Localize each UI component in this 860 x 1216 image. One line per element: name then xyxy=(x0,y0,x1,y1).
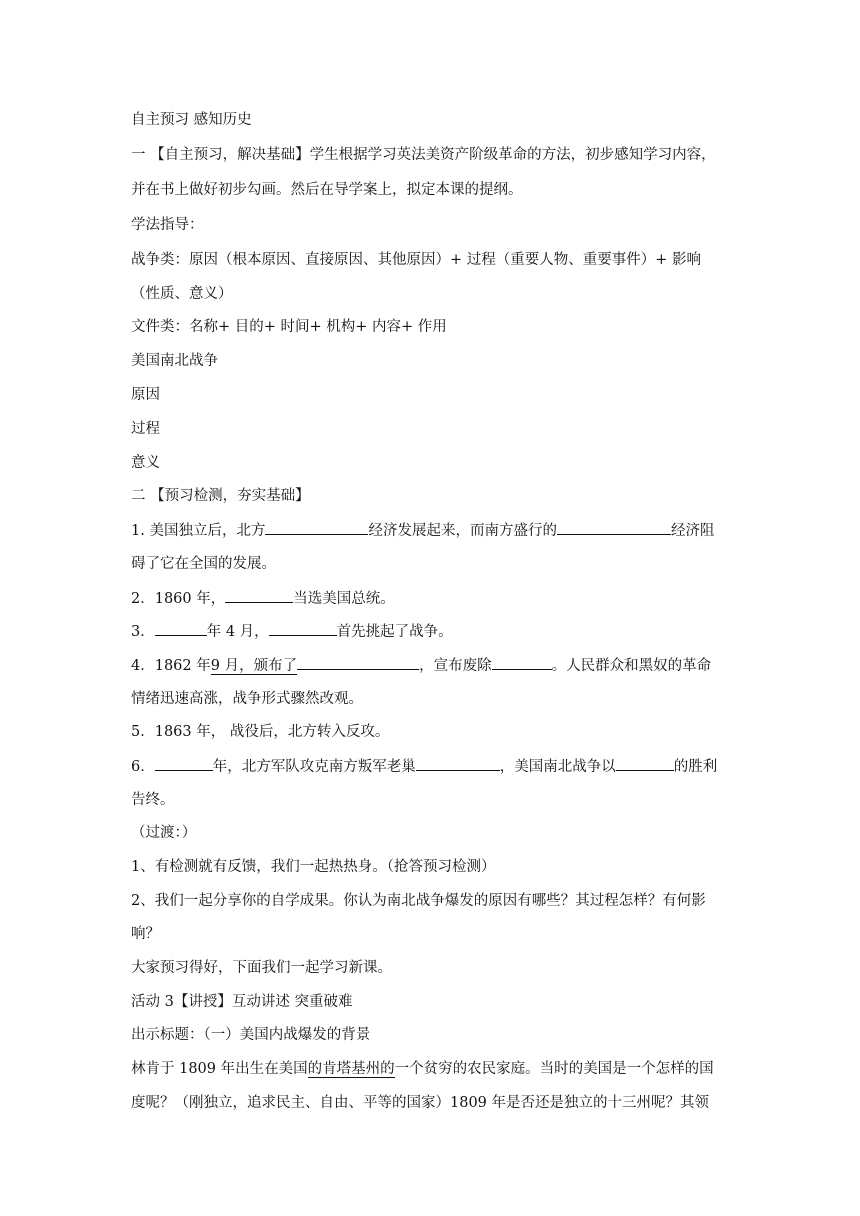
outline-title: 美国南北战争 xyxy=(131,353,218,369)
question-5: 5．1863 年， 战役后，北方转入反攻。 xyxy=(131,724,390,740)
body-text: 林肯于 1809 年出生在美国 xyxy=(131,1061,308,1077)
question-6 xyxy=(131,756,731,777)
answer-blank xyxy=(416,756,500,771)
question-text: 年，北方军队攻克南方叛军老巢 xyxy=(212,759,416,775)
paragraph-line: 碍了它在全国的发展。 xyxy=(131,556,276,572)
question-text: 经济阻 xyxy=(670,523,715,539)
activity-heading: 活动 3【讲授】互动讲述 突重破难 xyxy=(131,994,353,1010)
question-text: 。人民群众和黑奴的革命 xyxy=(551,658,712,674)
paragraph-line: 文件类：名称+ 目的+ 时间+ 机构+ 内容+ 作用 xyxy=(131,319,447,335)
paragraph-line: 学法指导： xyxy=(131,217,204,233)
question-4 xyxy=(131,655,731,676)
section-heading: 自主预习 感知历史 xyxy=(131,112,252,128)
answer-blank xyxy=(616,756,674,771)
paragraph-line xyxy=(131,1059,731,1079)
question-text: 经济发展起来，而南方盛行的 xyxy=(368,523,557,539)
body-text: 一个贫穷的农民家庭。当时的美国是一个怎样的国 xyxy=(394,1061,714,1077)
answer-blank xyxy=(265,520,368,535)
paragraph-line: 一 【自主预习，解决基础】学生根据学习英法美资产阶级革命的方法，初步感知学习内容， xyxy=(131,147,716,163)
question-text: 3． xyxy=(131,624,155,640)
paragraph-line: 告终。 xyxy=(131,792,175,808)
question-text: 年 4 月， xyxy=(206,624,269,640)
answer-blank xyxy=(297,655,419,670)
underlined-text: 的肯塔基州的 xyxy=(307,1061,395,1077)
question-text: ，宣布废除 xyxy=(419,658,492,674)
question-text: 2．1860 年， xyxy=(131,591,226,607)
outline-item: 原因 xyxy=(131,387,160,403)
paragraph-line: 响？ xyxy=(131,926,160,942)
outline-item: 过程 xyxy=(131,421,160,437)
answer-blank xyxy=(155,756,213,771)
question-text: 1. 美国独立后，北方 xyxy=(131,523,266,539)
question-2 xyxy=(131,588,731,609)
paragraph-line: 情绪迅速高涨，战争形式骤然改观。 xyxy=(131,691,363,707)
answer-blank xyxy=(557,520,671,535)
question-text: 的胜利 xyxy=(673,759,718,775)
answer-blank xyxy=(225,588,293,603)
question-text: 4．1862 年 xyxy=(131,658,211,674)
paragraph-line: 出示标题：（一）美国内战爆发的背景 xyxy=(131,1027,371,1043)
paragraph-line: 2、我们一起分享你的自学成果。你认为南北战争爆发的原因有哪些？其过程怎样？有何影 xyxy=(131,893,706,909)
paragraph-line: 大家预习得好，下面我们一起学习新课。 xyxy=(131,960,392,976)
section-heading: 二 【预习检测，夯实基础】 xyxy=(131,488,310,504)
paragraph-line: （性质、意义） xyxy=(131,286,233,302)
question-3 xyxy=(131,621,731,642)
question-text: ，美国南北战争以 xyxy=(499,759,616,775)
question-text: 6． xyxy=(131,759,155,775)
answer-blank xyxy=(492,655,552,670)
paragraph-line: 度呢？（刚独立，追求民主、自由、平等的国家）1809 年是否还是独立的十三州呢？其领 xyxy=(131,1095,710,1111)
question-text: 当选美国总统。 xyxy=(293,591,395,607)
paragraph-line: 战争类：原因（根本原因、直接原因、其他原因）+ 过程（重要人物、重要事件）+ 影响 xyxy=(131,252,702,268)
question-1 xyxy=(131,520,731,541)
paragraph-line: 并在书上做好初步勾画。然后在导学案上，拟定本课的提纲。 xyxy=(131,182,523,198)
outline-item: 意义 xyxy=(131,455,160,471)
answer-blank xyxy=(269,621,337,636)
question-text: 首先挑起了战争。 xyxy=(336,624,453,640)
answer-blank xyxy=(155,621,207,636)
paragraph-line: 1、有检测就有反馈，我们一起热热身。（抢答预习检测） xyxy=(131,859,496,875)
underlined-text: 9 月，颁布了 xyxy=(210,658,298,674)
paragraph-line: （过渡：） xyxy=(131,825,197,841)
